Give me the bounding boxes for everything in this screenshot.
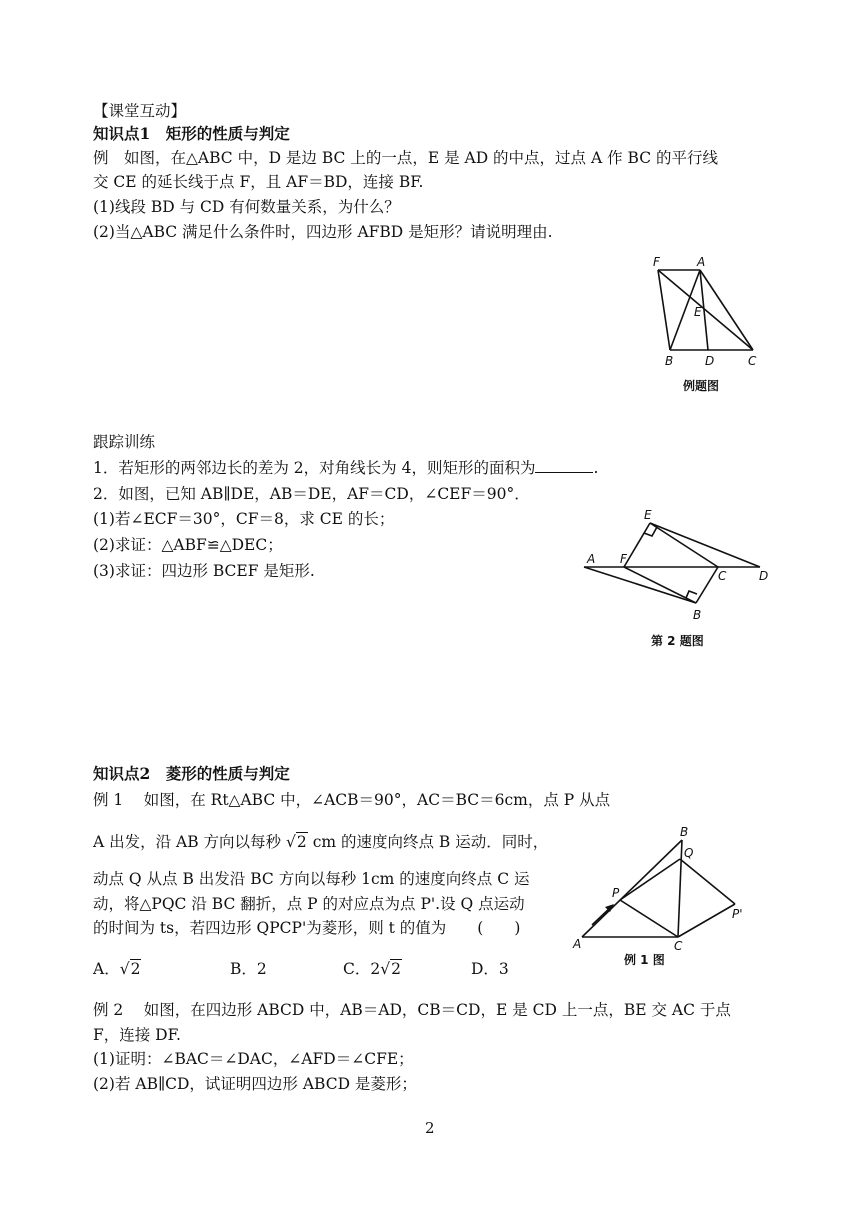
example-figure-caption: 例题图 <box>683 379 720 393</box>
tracking-problem2-q2: (2)求证：△ABF≌△DEC； <box>93 536 283 554</box>
label-c: C <box>674 939 683 952</box>
problem2-figure-caption: 第 2 题图 <box>651 634 704 648</box>
sqrt-radicand: 2 <box>130 960 141 978</box>
segment-ac <box>700 270 753 350</box>
sqrt-symbol: √ <box>286 833 296 851</box>
label-a: A <box>587 552 596 566</box>
label-d: D <box>705 354 715 368</box>
section-header: 【课堂互动】 <box>93 102 187 120</box>
segment-ef <box>624 523 650 567</box>
label-c: C <box>748 354 757 368</box>
kp2-ex1-line1: 例 1 如图，在 Rt△ABC 中，∠ACB＝90°，AC＝BC＝6cm，点 P 从点 <box>93 791 611 809</box>
segment-ab <box>582 840 682 937</box>
kp2-ex1-line4: 动，将△PQC 沿 BC 翻折，点 P 的对应点为点 P'.设 Q 点运动 <box>93 895 525 913</box>
label-b: B <box>665 354 674 368</box>
segment-ec <box>650 523 718 567</box>
kp2-ex1-line5: 的时间为 ts，若四边形 QPCP'为菱形，则 t 的值为 ( ) <box>93 919 521 937</box>
sqrt-symbol: √ <box>119 960 130 978</box>
tracking-problem2-q3: (3)求证：四边形 BCEF 是矩形. <box>93 562 315 580</box>
example1-figure-caption: 例 1 图 <box>624 953 665 967</box>
label-f: F <box>620 552 627 566</box>
label-b: B <box>680 825 689 839</box>
label-p: P <box>612 886 620 900</box>
tracking-problem2: 2．如图，已知 AB∥DE，AB＝DE，AF＝CD，∠CEF＝90°． <box>93 485 530 503</box>
sqrt-radicand: 2 <box>391 960 401 978</box>
kp2-ex2-q2: (2)若 AB∥CD，试证明四边形 ABCD 是菱形； <box>93 1075 417 1093</box>
sqrt-symbol: √ <box>380 960 391 978</box>
kp2-title: 知识点2 菱形的性质与判定 <box>93 764 290 783</box>
kp2-ex2-q1: (1)证明：∠BAC＝∠DAC，∠AFD＝∠CFE； <box>93 1050 414 1068</box>
label-f: F <box>653 255 660 269</box>
label-q: Q <box>684 846 694 860</box>
kp1-question2: (2)当△ABC 满足什么条件时，四边形 AFBD 是矩形？请说明理由. <box>93 223 553 241</box>
segment-pc <box>620 900 678 937</box>
sqrt-radicand: 2 <box>296 833 307 851</box>
choice-c-sqrt <box>380 959 402 979</box>
kp2-ex1-line2-a: A 出发，沿 AB 方向以每秒 <box>93 833 282 851</box>
label-b: B <box>693 608 702 622</box>
segment-cb <box>696 567 718 603</box>
segment-fb <box>658 270 670 350</box>
kp2-ex1-line2 <box>93 832 548 852</box>
sqrt-two <box>286 832 308 852</box>
segment-fc <box>658 270 753 350</box>
choice-c <box>343 959 402 979</box>
tracking-problem2-q1: (1)若∠ECF＝30°，CF＝8，求 CE 的长； <box>93 510 395 528</box>
segment-ab <box>584 567 696 603</box>
kp2-ex2-line1: 例 2 如图，在四边形 ABCD 中，AB＝AD，CB＝CD，E 是 CD 上一点，BE 交 AC 于点 <box>93 1001 731 1019</box>
choice-a-label: A． <box>93 960 120 978</box>
label-e: E <box>644 508 652 522</box>
tracking-problem1-end: . <box>593 459 599 477</box>
choice-c-label: C．2 <box>343 960 381 978</box>
segment-qp2 <box>680 859 735 904</box>
label-p-prime: P' <box>732 907 743 921</box>
example1-figure <box>570 822 760 952</box>
example-figure-afbd <box>648 252 763 372</box>
segment-p2c <box>678 904 735 937</box>
segment-pq <box>620 859 680 900</box>
segment-bc <box>678 840 682 937</box>
tracking-problem1-text: 1．若矩形的两邻边长的差为 2，对角线长为 4，则矩形的面积为 <box>93 459 536 477</box>
tracking-title: 跟踪训练 <box>93 433 156 451</box>
kp2-ex1-line3: 动点 Q 从点 B 出发沿 BC 方向以每秒 1cm 的速度向终点 C 运 <box>93 870 530 888</box>
choice-a <box>93 959 141 979</box>
kp2-ex1-line2-b: cm 的速度向终点 B 运动．同时， <box>312 833 549 851</box>
segment-ed <box>650 523 760 567</box>
label-d: D <box>759 569 769 583</box>
kp1-example-line1: 例 如图，在△ABC 中，D 是边 BC 上的一点，E 是 AD 的中点，过点 A 作 BC 的平行线 <box>93 149 718 167</box>
label-a: A <box>573 937 582 951</box>
label-a: A <box>697 255 706 269</box>
kp1-question1: (1)线段 BD 与 CD 有何数量关系，为什么？ <box>93 198 400 216</box>
tracking-problem1 <box>93 458 598 478</box>
answer-blank <box>535 458 593 473</box>
label-c: C <box>718 569 727 583</box>
label-e: E <box>694 305 702 319</box>
kp1-title: 知识点1 矩形的性质与判定 <box>93 124 290 143</box>
choice-b: B．2 <box>230 960 267 978</box>
problem2-figure <box>580 505 775 625</box>
kp2-ex2-line2: F，连接 DF. <box>93 1026 181 1044</box>
right-angle-b <box>686 591 697 598</box>
kp1-example-line2: 交 CE 的延长线于点 F，且 AF＝BD，连接 BF. <box>93 173 424 191</box>
choice-d: D．3 <box>471 960 509 978</box>
segment-fb <box>624 567 696 603</box>
choice-a-sqrt <box>120 959 142 979</box>
page-number: 2 <box>425 1119 435 1137</box>
